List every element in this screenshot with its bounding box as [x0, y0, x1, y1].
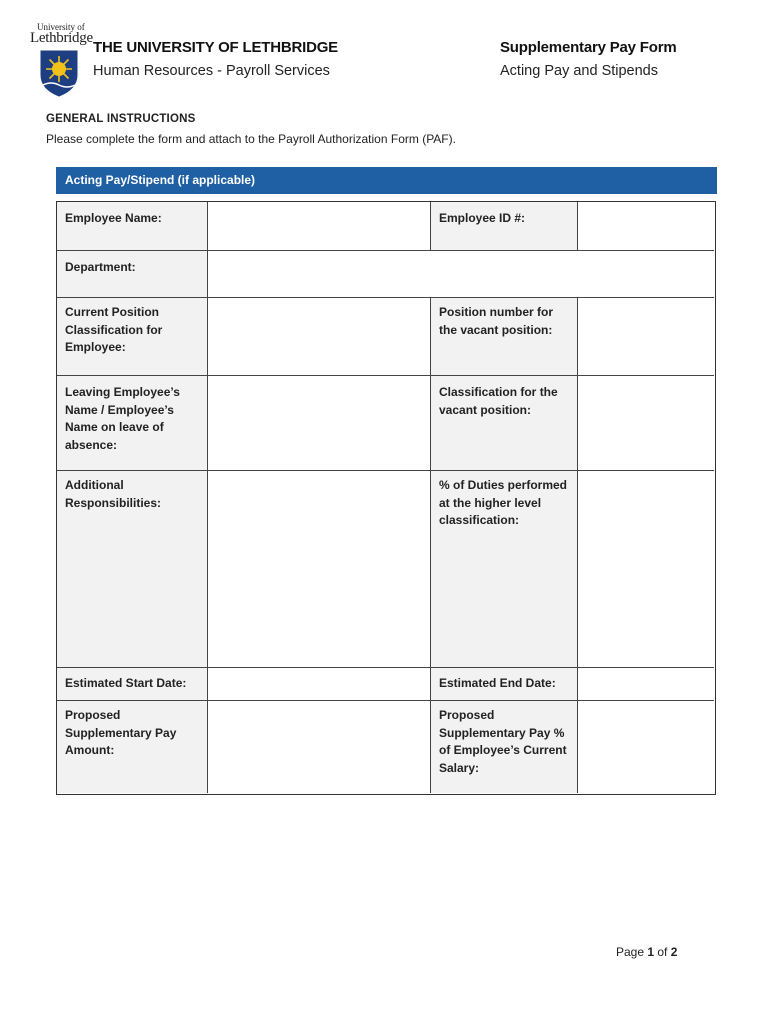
- current-position-label: Current Position Classification for Employee:: [57, 298, 207, 375]
- end-date-label: Estimated End Date:: [431, 668, 577, 700]
- department-input[interactable]: [208, 251, 714, 297]
- proposed-amount-input[interactable]: [208, 701, 430, 793]
- acting-pay-form-table: [56, 201, 716, 795]
- grid-divider: [57, 375, 714, 376]
- instructions-text: Please complete the form and attach to the Payroll Authorization Form (PAF).: [46, 132, 456, 146]
- employee-id-input[interactable]: [578, 202, 714, 250]
- employee-name-input[interactable]: [208, 202, 430, 250]
- header-left: [93, 38, 338, 81]
- start-date-label: Estimated Start Date:: [57, 668, 207, 700]
- instructions-title: GENERAL INSTRUCTIONS: [46, 113, 196, 125]
- percent-duties-input[interactable]: [578, 471, 714, 667]
- percent-duties-label: % of Duties performed at the higher level classification:: [431, 471, 577, 667]
- proposed-amount-label: Proposed Supplementary Pay Amount:: [57, 701, 207, 793]
- grid-divider: [577, 297, 578, 793]
- page-of: of: [654, 945, 671, 959]
- end-date-input[interactable]: [578, 668, 714, 700]
- grid-divider: [57, 700, 714, 701]
- total-pages: 2: [670, 945, 678, 959]
- leaving-employee-label: Leaving Employee’s Name / Employee’s Name on leave of absence:: [57, 376, 207, 470]
- grid-divider: [577, 202, 578, 250]
- additional-responsibilities-label: Additional Responsibilities:: [57, 471, 207, 667]
- grid-divider: [430, 202, 431, 250]
- classification-vacant-label: Classification for the vacant position:: [431, 376, 577, 470]
- university-logo: [30, 22, 93, 96]
- grid-divider: [207, 202, 208, 793]
- grid-divider: [57, 470, 714, 471]
- current-position-input[interactable]: [208, 298, 430, 375]
- employee-id-label: Employee ID #:: [431, 202, 577, 250]
- proposed-percent-input[interactable]: [578, 701, 714, 793]
- university-name: THE UNIVERSITY OF LETHBRIDGE: [93, 39, 338, 56]
- section-header: Acting Pay/Stipend (if applicable): [56, 167, 717, 194]
- header-right: [500, 38, 677, 81]
- department-label: Department:: [57, 251, 207, 297]
- start-date-input[interactable]: [208, 668, 430, 700]
- position-number-input[interactable]: [578, 298, 714, 375]
- crest-icon: [39, 49, 79, 97]
- grid-divider: [57, 667, 714, 668]
- page-prefix: Page: [616, 945, 648, 959]
- additional-responsibilities-input[interactable]: [208, 471, 430, 667]
- position-number-label: Position number for the vacant position:: [431, 298, 577, 375]
- grid-divider: [430, 297, 431, 793]
- classification-vacant-input[interactable]: [578, 376, 714, 470]
- employee-name-label: Employee Name:: [57, 202, 207, 250]
- leaving-employee-input[interactable]: [208, 376, 430, 470]
- proposed-percent-label: Proposed Supplementary Pay % of Employee’s Current Salary:: [431, 701, 577, 793]
- current-page: 1: [647, 945, 655, 959]
- grid-divider: [57, 297, 714, 298]
- department-name: Human Resources - Payroll Services: [93, 63, 330, 79]
- page-number: [616, 945, 677, 959]
- form-subtitle: Acting Pay and Stipends: [500, 63, 658, 79]
- form-title: Supplementary Pay Form: [500, 39, 677, 56]
- logo-text-line2: Lethbridge: [30, 30, 93, 46]
- logo-text-line1: University of: [37, 22, 85, 32]
- grid-divider: [57, 250, 714, 251]
